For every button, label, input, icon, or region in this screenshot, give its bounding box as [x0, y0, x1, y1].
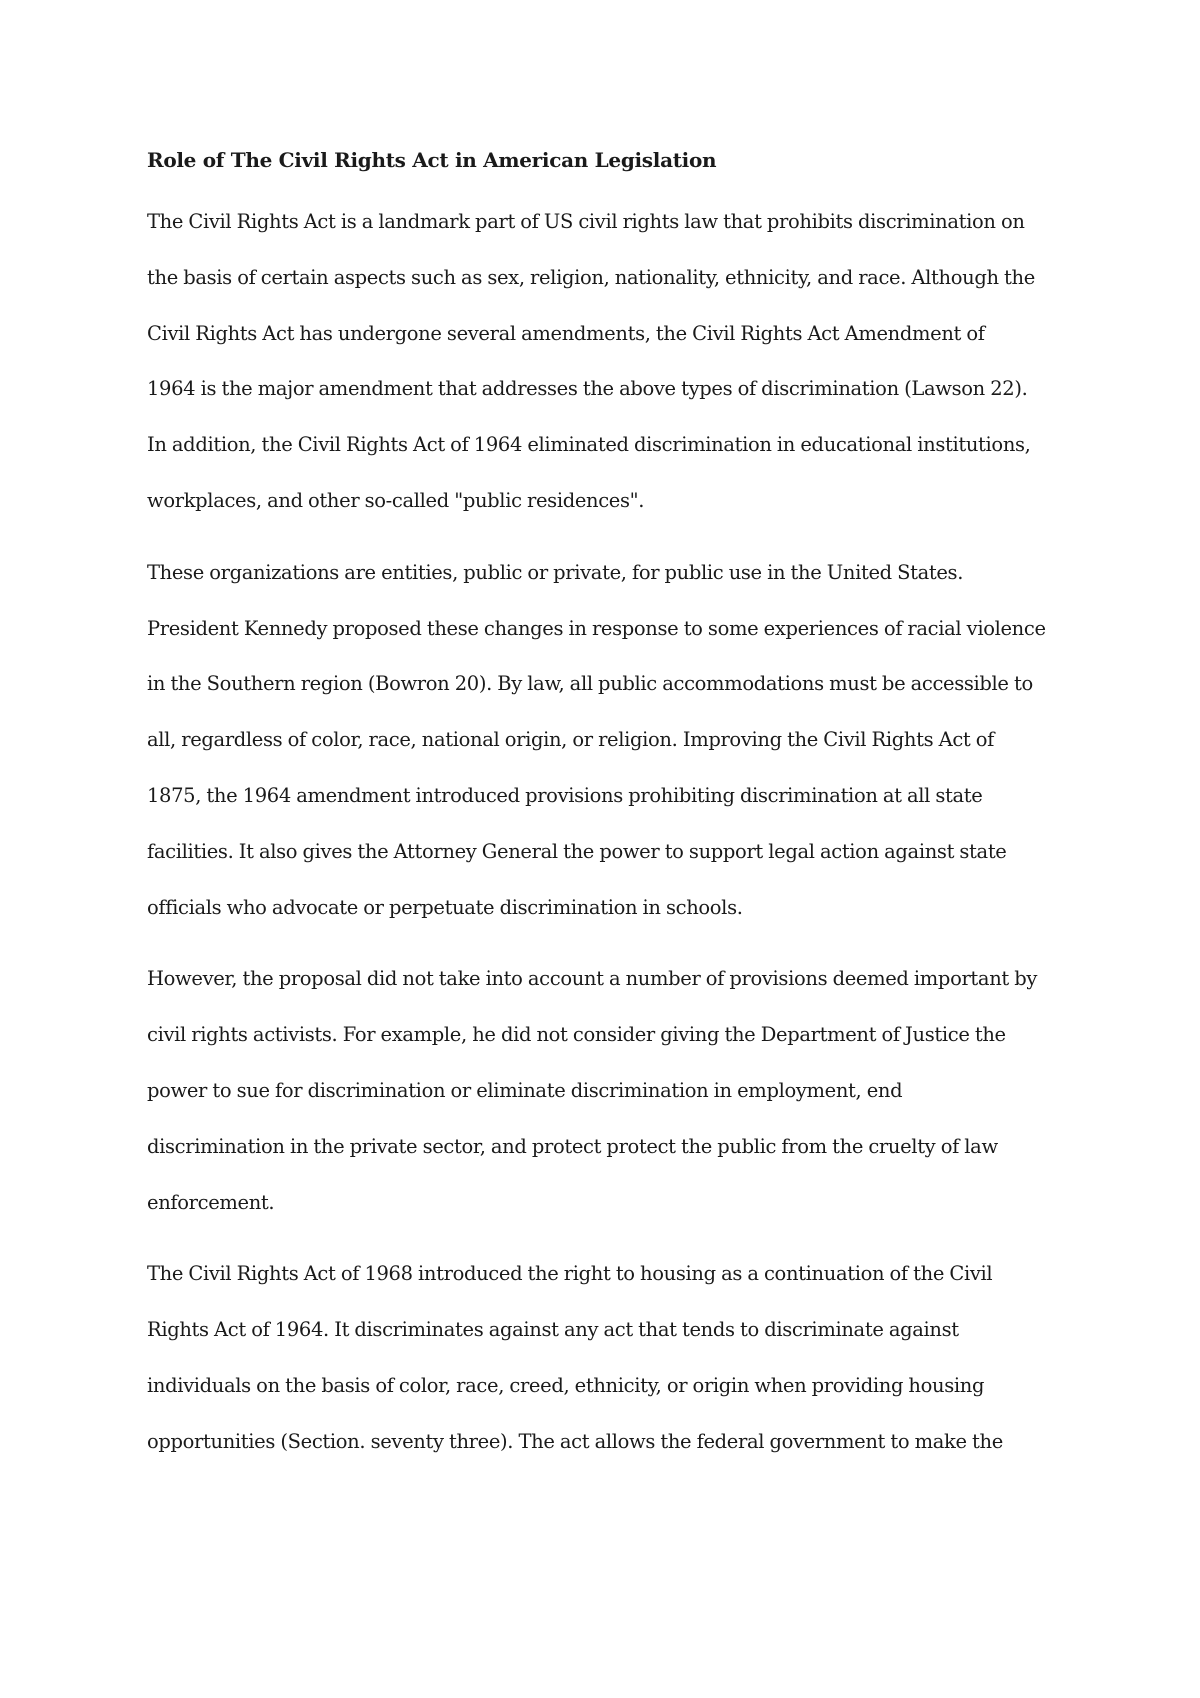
text-line: However, the proposal did not take into account a number of provisions deemed important by	[147, 967, 1038, 991]
text-line: all, regardless of color, race, national origin, or religion. Improving the Civil Rights Act of	[147, 728, 994, 752]
text-line: President Kennedy proposed these changes in response to some experiences of racial violence	[147, 616, 1046, 640]
text-line: 1964 is the major amendment that addresses the above types of discrimination (Lawson 22).	[147, 377, 1028, 401]
document-page	[147, 140, 1077, 1486]
text-line: The Civil Rights Act is a landmark part of US civil rights law that prohibits discrimination on	[147, 210, 1025, 233]
text-line: 1875, the 1964 amendment introduced provisions prohibiting discrimination at all state	[147, 783, 983, 807]
text-line: Civil Rights Act has undergone several amendments, the Civil Rights Act Amendment of	[147, 321, 985, 345]
text-line: in the Southern region (Bowron 20). By law, all public accommodations must be accessible to	[147, 672, 1033, 696]
text-line: Rights Act of 1964. It discriminates against any act that tends to discriminate against	[147, 1318, 959, 1342]
text-line: officials who advocate or perpetuate discrimination in schools.	[147, 895, 743, 919]
text-line: power to sue for discrimination or eliminate discrimination in employment, end	[147, 1078, 903, 1102]
paragraph-2	[147, 545, 1077, 936]
text-line: civil rights activists. For example, he did not consider giving the Department of Justice the	[147, 1023, 1006, 1047]
text-line: discrimination in the private sector, and protect protect the public from the cruelty of law	[147, 1134, 998, 1158]
text-line: individuals on the basis of color, race, creed, ethnicity, or origin when providing housing	[147, 1373, 985, 1397]
document-title: Role of The Civil Rights Act in American Legislation	[147, 148, 717, 172]
text-line: The Civil Rights Act of 1968 introduced the right to housing as a continuation of the Civil	[147, 1262, 993, 1286]
paragraph-1	[147, 194, 1077, 529]
text-line: enforcement.	[147, 1190, 275, 1214]
text-line: the basis of certain aspects such as sex, religion, nationality, ethnicity, and race. Although the	[147, 265, 1035, 289]
text-line: opportunities (Section. seventy three). The act allows the federal government to make the	[147, 1429, 1003, 1453]
paragraph-4	[147, 1246, 1077, 1469]
text-line: These organizations are entities, public or private, for public use in the United States.	[147, 560, 964, 584]
paragraph-3	[147, 951, 1077, 1230]
text-line: facilities. It also gives the Attorney General the power to support legal action against state	[147, 839, 1007, 863]
text-line: workplaces, and other so-called "public residences".	[147, 488, 645, 512]
text-line: In addition, the Civil Rights Act of 1964 eliminated discrimination in educational institutions,	[147, 433, 1031, 457]
